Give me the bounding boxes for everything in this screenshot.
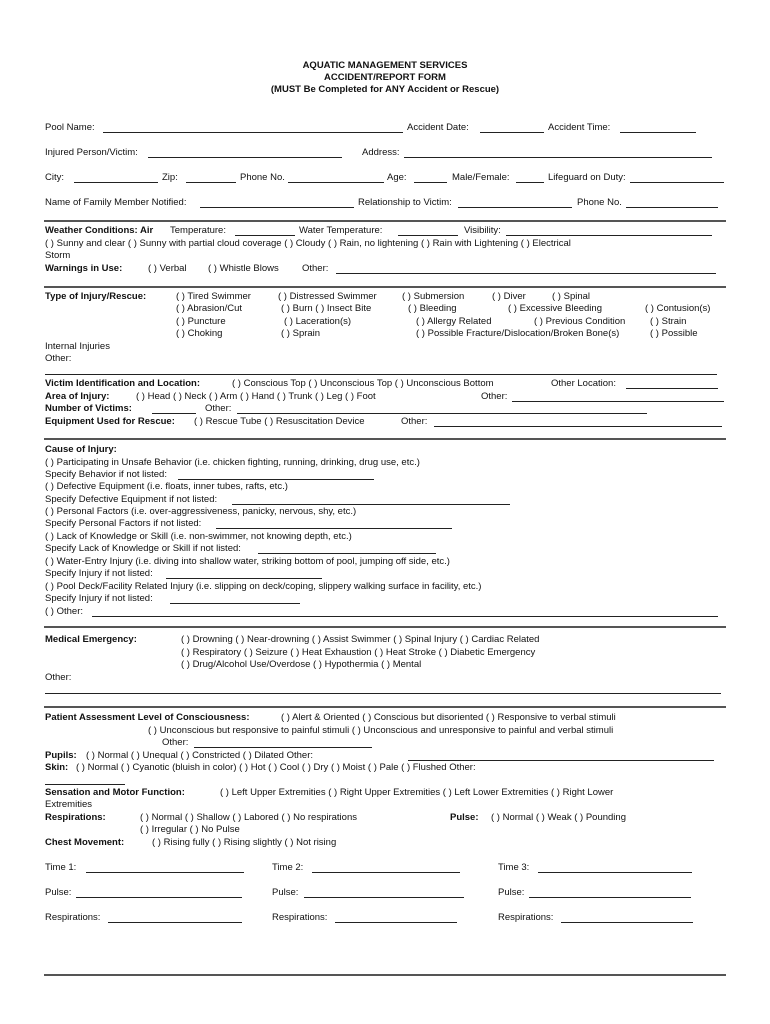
injury-option[interactable]: ( ) Submersion	[402, 291, 465, 302]
cause-specify-field[interactable]	[258, 553, 436, 554]
cause-option[interactable]: ( ) Personal Factors (i.e. over-aggressiveness, panicky, nervous, shy, etc.)	[45, 506, 357, 517]
address-label: Address:	[362, 147, 400, 158]
cause-specify-label: Specify Personal Factors if not listed:	[45, 518, 202, 529]
cause-specify-label: Specify Injury if not listed:	[45, 568, 153, 579]
cause-option[interactable]: ( ) Pool Deck/Facility Related Injury (i.e. slipping on deck/coping, slippery walking surface in facility, etc.)	[45, 581, 482, 592]
medical-other-label: Other:	[45, 672, 72, 683]
consciousness-other-field[interactable]	[194, 747, 372, 748]
address-field[interactable]	[404, 157, 712, 158]
victim-id-options[interactable]: ( ) Conscious Top ( ) Unconscious Top ( ) Unconscious Bottom	[232, 378, 494, 389]
respirations-options[interactable]: ( ) Normal ( ) Shallow ( ) Labored ( ) No respirations	[140, 812, 357, 823]
injury-option[interactable]: ( ) Possible Fracture/Dislocation/Broken Bone(s)	[416, 328, 620, 339]
respirations-options-2[interactable]: ( ) Irregular ( ) No Pulse	[140, 824, 240, 835]
zip-field[interactable]	[186, 182, 236, 183]
injury-option[interactable]: ( ) Contusion(s)	[645, 303, 711, 314]
family-member-label: Name of Family Member Notified:	[45, 197, 187, 208]
equipment-options[interactable]: ( ) Rescue Tube ( ) Resuscitation Device	[194, 416, 365, 427]
pool-name-field[interactable]	[103, 132, 403, 133]
time3-field[interactable]	[538, 872, 692, 873]
cause-option[interactable]: ( ) Water-Entry Injury (i.e. diving into shallow water, striking bottom of pool, jumping off side, etc.)	[45, 556, 450, 567]
pulse1-field[interactable]	[76, 897, 242, 898]
medical-label: Medical Emergency:	[45, 634, 137, 645]
injury-option[interactable]: ( ) Bleeding	[408, 303, 457, 314]
num-other-field[interactable]	[237, 413, 647, 414]
gender-label: Male/Female:	[452, 172, 510, 183]
cause-specify-field[interactable]	[232, 504, 510, 505]
section-divider	[44, 438, 726, 440]
sensation-label: Sensation and Motor Function:	[45, 787, 185, 798]
visibility-field[interactable]	[506, 235, 712, 236]
form-org-title: AQUATIC MANAGEMENT SERVICES	[302, 60, 468, 71]
injury-option[interactable]: ( ) Abrasion/Cut	[176, 303, 242, 314]
accident-time-label: Accident Time:	[548, 122, 611, 133]
respirations-label: Respirations:	[45, 812, 106, 823]
weather-storm: Storm	[45, 250, 71, 261]
injury-option[interactable]: ( ) Spinal	[552, 291, 591, 302]
phone2-label: Phone No.	[577, 197, 622, 208]
injury-other-field[interactable]	[45, 374, 717, 375]
warning-other-field[interactable]	[336, 273, 716, 274]
cause-specify-field[interactable]	[170, 603, 300, 604]
num-victims-field[interactable]	[152, 413, 196, 414]
time2-label: Time 2:	[272, 862, 304, 873]
area-other-field[interactable]	[512, 401, 724, 402]
relationship-field[interactable]	[458, 207, 572, 208]
section-divider	[44, 220, 726, 222]
cause-specify-field[interactable]	[178, 479, 374, 480]
injury-option[interactable]: ( ) Diver	[492, 291, 526, 302]
phone-label: Phone No.	[240, 172, 285, 183]
chest-movement-label: Chest Movement:	[45, 837, 125, 848]
section-divider	[44, 626, 726, 628]
resp1-label: Respirations:	[45, 912, 101, 923]
phone-field[interactable]	[288, 182, 384, 183]
area-injury-label: Area of Injury:	[45, 391, 110, 402]
pupils-options[interactable]: ( ) Normal ( ) Unequal ( ) Constricted ( ) Dilated Other:	[86, 750, 314, 761]
victim-location-other-field[interactable]	[626, 388, 718, 389]
section-divider	[44, 706, 726, 708]
gender-field[interactable]	[516, 182, 544, 183]
form-title: ACCIDENT/REPORT FORM	[324, 72, 446, 83]
age-label: Age:	[387, 172, 407, 183]
chest-movement-options[interactable]: ( ) Rising fully ( ) Rising slightly ( ) Not rising	[152, 837, 337, 848]
resp3-field[interactable]	[561, 922, 693, 923]
time3-label: Time 3:	[498, 862, 530, 873]
injury-option[interactable]: ( ) Possible	[650, 328, 698, 339]
accident-time-field[interactable]	[620, 132, 696, 133]
resp3-label: Respirations:	[498, 912, 554, 923]
cause-other-field[interactable]	[92, 616, 718, 617]
cause-other-option[interactable]: ( ) Other:	[45, 606, 84, 617]
time2-field[interactable]	[312, 872, 460, 873]
injury-type-label: Type of Injury/Rescue:	[45, 291, 147, 302]
lifeguard-label: Lifeguard on Duty:	[548, 172, 626, 183]
cause-label: Cause of Injury:	[45, 444, 117, 455]
area-injury-options[interactable]: ( ) Head ( ) Neck ( ) Arm ( ) Hand ( ) Trunk ( ) Leg ( ) Foot	[136, 391, 376, 402]
injury-option[interactable]: ( ) Choking	[176, 328, 223, 339]
equipment-label: Equipment Used for Rescue:	[45, 416, 175, 427]
accident-date-label: Accident Date:	[407, 122, 469, 133]
pulse1-label: Pulse:	[45, 887, 72, 898]
injury-option[interactable]: ( ) Previous Condition	[534, 316, 626, 327]
relationship-label: Relationship to Victim:	[358, 197, 452, 208]
injured-person-field[interactable]	[148, 157, 342, 158]
air-temp-label: Temperature:	[170, 225, 226, 236]
injury-option[interactable]: ( ) Distressed Swimmer	[278, 291, 377, 302]
resp2-field[interactable]	[335, 922, 457, 923]
consciousness-options-row2[interactable]: ( ) Unconscious but responsive to painful stimuli ( ) Unconscious and unresponsive to painful and verbal stimuli	[148, 725, 614, 736]
pulse-options[interactable]: ( ) Normal ( ) Weak ( ) Pounding	[491, 812, 626, 823]
water-temp-label: Water Temperature:	[299, 225, 383, 236]
pulse2-label: Pulse:	[272, 887, 299, 898]
family-member-field[interactable]	[200, 207, 354, 208]
injury-other-label: Other:	[45, 353, 72, 364]
num-victims-label: Number of Victims:	[45, 403, 132, 414]
zip-label: Zip:	[162, 172, 178, 183]
resp2-label: Respirations:	[272, 912, 328, 923]
injury-option[interactable]: ( ) Sprain	[281, 328, 321, 339]
medical-options-row1[interactable]: ( ) Drowning ( ) Near-drowning ( ) Assist Swimmer ( ) Spinal Injury ( ) Cardiac Related	[181, 634, 540, 645]
cause-specify-label: Specify Lack of Knowledge or Skill if not listed:	[45, 543, 241, 554]
resp1-field[interactable]	[108, 922, 242, 923]
cause-specify-label: Specify Defective Equipment if not listed:	[45, 494, 218, 505]
time1-label: Time 1:	[45, 862, 77, 873]
cause-specify-field[interactable]	[166, 578, 322, 579]
injury-option[interactable]: ( ) Burn ( ) Insect Bite	[281, 303, 372, 314]
equipment-other-label: Other:	[401, 416, 428, 427]
visibility-label: Visibility:	[464, 225, 501, 236]
accident-date-field[interactable]	[480, 132, 544, 133]
cause-specify-label: Specify Behavior if not listed:	[45, 469, 167, 480]
form-subtitle: (MUST Be Completed for ANY Accident or Rescue)	[270, 84, 500, 95]
cause-option[interactable]: ( ) Participating in Unsafe Behavior (i.e. chicken fighting, running, drinking, drug use, etc.)	[45, 457, 420, 468]
warnings-label: Warnings in Use:	[45, 263, 123, 274]
warning-verbal-option[interactable]: ( ) Verbal	[148, 263, 187, 274]
injured-person-label: Injured Person/Victim:	[45, 147, 138, 158]
victim-location-other-label: Other Location:	[551, 378, 616, 389]
injury-option[interactable]: ( ) Tired Swimmer	[176, 291, 251, 302]
victim-id-label: Victim Identification and Location:	[45, 378, 201, 389]
city-field[interactable]	[74, 182, 158, 183]
phone2-field[interactable]	[626, 207, 718, 208]
injury-option[interactable]: ( ) Excessive Bleeding	[508, 303, 602, 314]
sensation-options[interactable]: ( ) Left Upper Extremities ( ) Right Upper Extremities ( ) Left Lower Extremities ( ) Right Lower	[220, 787, 614, 798]
pupils-label: Pupils:	[45, 750, 77, 761]
section-divider	[44, 286, 726, 288]
bottom-divider	[44, 974, 726, 976]
lifeguard-field[interactable]	[630, 182, 724, 183]
injury-option[interactable]: ( ) Puncture	[176, 316, 226, 327]
weather-label: Weather Conditions: Air	[45, 225, 154, 236]
cause-option[interactable]: ( ) Defective Equipment (i.e. floats, inner tubes, rafts, etc.)	[45, 481, 288, 492]
consciousness-other-label: Other:	[162, 737, 189, 748]
num-other-label: Other:	[205, 403, 232, 414]
area-other-label: Other:	[481, 391, 508, 402]
age-field[interactable]	[414, 182, 447, 183]
pulse3-label: Pulse:	[498, 887, 525, 898]
internal-injuries-text: Internal Injuries	[45, 341, 110, 352]
water-temp-field[interactable]	[398, 235, 458, 236]
medical-other-field[interactable]	[45, 693, 721, 694]
injury-option[interactable]: ( ) Strain	[650, 316, 687, 327]
skin-options[interactable]: ( ) Normal ( ) Cyanotic (bluish in color) ( ) Hot ( ) Cool ( ) Dry ( ) Moist ( ) Pale ( ) Flushed Other:	[76, 762, 476, 773]
assessment-label: Patient Assessment Level of Consciousness:	[45, 712, 250, 723]
skin-other-field[interactable]	[45, 784, 125, 785]
time1-field[interactable]	[86, 872, 244, 873]
cause-option[interactable]: ( ) Lack of Knowledge or Skill (i.e. non-swimmer, not knowing depth, etc.)	[45, 531, 352, 542]
equipment-other-field[interactable]	[434, 426, 722, 427]
consciousness-options-row1[interactable]: ( ) Alert & Oriented ( ) Conscious but disoriented ( ) Responsive to verbal stimuli	[281, 712, 616, 723]
pulse3-field[interactable]	[529, 897, 691, 898]
air-temp-field[interactable]	[235, 235, 295, 236]
weather-options[interactable]: ( ) Sunny and clear ( ) Sunny with partial cloud coverage ( ) Cloudy ( ) Rain, no lightening ( ) Rain with Lightening ( ) Electrical	[45, 238, 571, 249]
pool-name-label: Pool Name:	[45, 122, 95, 133]
warning-other-label: Other:	[302, 263, 329, 274]
injury-option[interactable]: ( ) Laceration(s)	[284, 316, 352, 327]
pulse2-field[interactable]	[304, 897, 464, 898]
injury-option[interactable]: ( ) Allergy Related	[416, 316, 492, 327]
warning-whistle-option[interactable]: ( ) Whistle Blows	[208, 263, 279, 274]
pulse-label: Pulse:	[450, 812, 479, 823]
pupils-other-field[interactable]	[408, 760, 714, 761]
medical-options-row3[interactable]: ( ) Drug/Alcohol Use/Overdose ( ) Hypothermia ( ) Mental	[181, 659, 422, 670]
sensation-extremities: Extremities	[45, 799, 92, 810]
cause-specify-field[interactable]	[216, 528, 452, 529]
cause-specify-label: Specify Injury if not listed:	[45, 593, 153, 604]
city-label: City:	[45, 172, 64, 183]
skin-label: Skin:	[45, 762, 69, 773]
medical-options-row2[interactable]: ( ) Respiratory ( ) Seizure ( ) Heat Exhaustion ( ) Heat Stroke ( ) Diabetic Emergency	[181, 647, 536, 658]
